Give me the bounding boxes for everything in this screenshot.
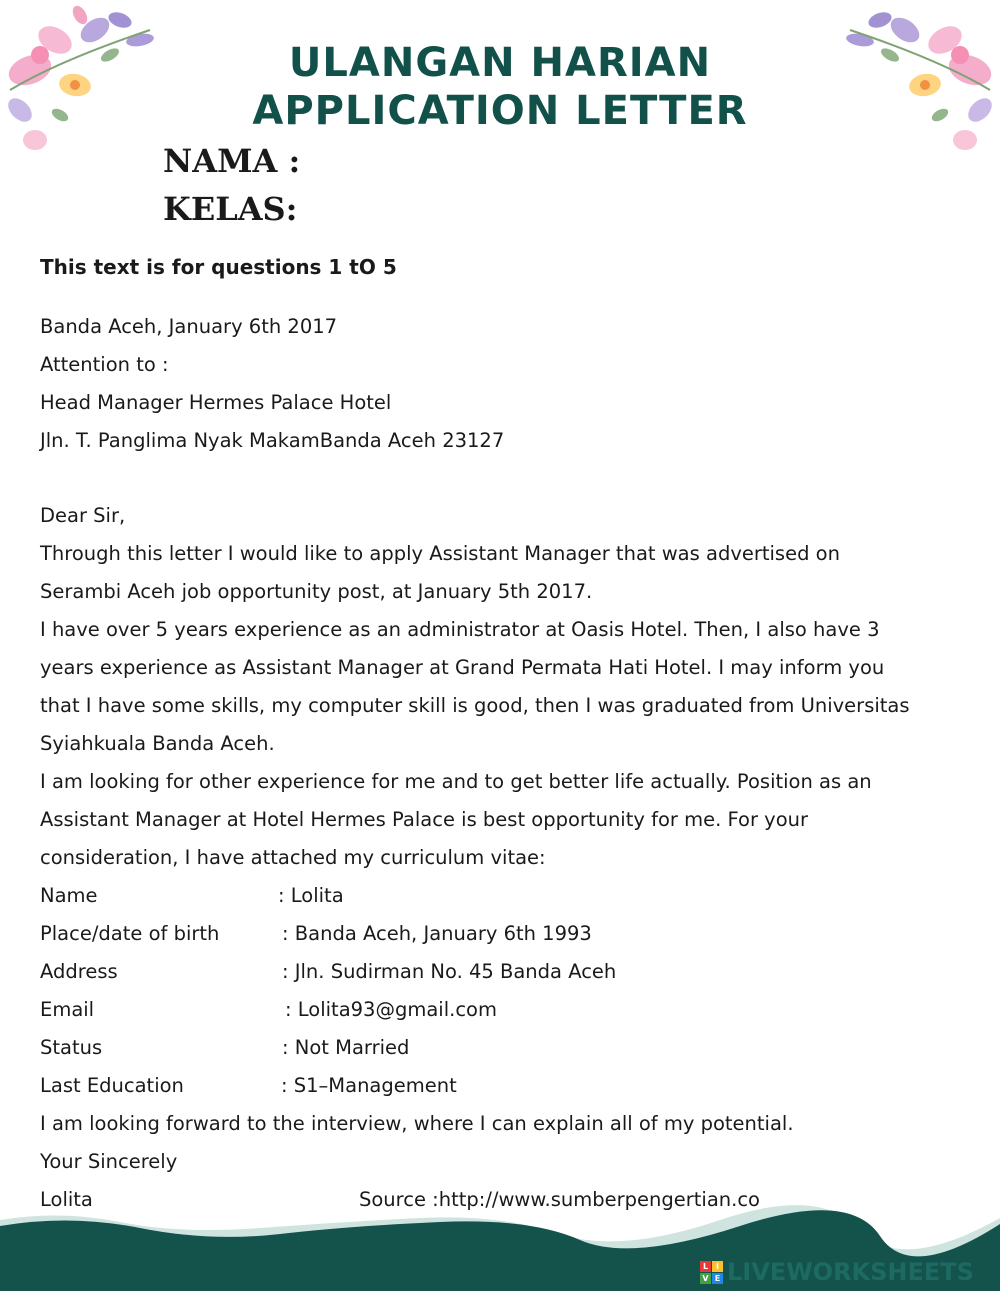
- cv-key: Name: [40, 884, 98, 907]
- cv-value: : Lolita: [278, 884, 344, 907]
- body-line: Serambi Aceh job opportunity post, at January 5th 2017.: [40, 580, 593, 603]
- cv-value: : Not Married: [282, 1036, 410, 1059]
- cv-key: Address: [40, 960, 118, 983]
- logo-letter: I: [712, 1261, 723, 1272]
- cv-key: Last Education: [40, 1074, 184, 1097]
- liveworksheets-logo: [700, 1258, 974, 1286]
- letter-attention: Attention to :: [40, 353, 169, 376]
- letter-greeting: Dear Sir,: [40, 504, 126, 527]
- cv-row: [40, 915, 985, 953]
- class-label: KELAS:: [163, 190, 298, 228]
- cv-row: [40, 1067, 985, 1105]
- cv-row: [40, 953, 985, 991]
- letter-valediction: Your Sincerely: [40, 1150, 178, 1173]
- letter-body: [40, 497, 985, 1219]
- body-line: that I have some skills, my computer skill is good, then I was graduated from Universitas: [40, 694, 910, 717]
- cv-value: : Banda Aceh, January 6th 1993: [282, 922, 592, 945]
- logo-letter: V: [700, 1273, 711, 1284]
- cv-row: [40, 1029, 985, 1067]
- logo-letter: E: [712, 1273, 723, 1284]
- source-citation: Source :http://www.sumberpengertian.co: [359, 1188, 760, 1211]
- cv-value: : Lolita93@gmail.com: [285, 998, 497, 1021]
- cv-key: Place/date of birth: [40, 922, 220, 945]
- body-line: I am looking for other experience for me and to get better life actually. Position as an: [40, 770, 872, 793]
- cv-value: : Jln. Sudirman No. 45 Banda Aceh: [282, 960, 617, 983]
- letter-closing: I am looking forward to the interview, where I can explain all of my potential.: [40, 1112, 794, 1135]
- letter-date: Banda Aceh, January 6th 2017: [40, 315, 338, 338]
- worksheet-subtitle: APPLICATION LETTER: [252, 88, 748, 134]
- body-line: years experience as Assistant Manager at Grand Permata Hati Hotel. I may inform you: [40, 656, 885, 679]
- letter-header: [40, 308, 985, 460]
- cv-value: : S1–Management: [281, 1074, 457, 1097]
- body-line: consideration, I have attached my curriculum vitae:: [40, 846, 546, 869]
- name-label: NAMA :: [163, 142, 301, 180]
- logo-mark: [700, 1261, 723, 1284]
- logo-letter: L: [700, 1261, 711, 1272]
- body-line: Syiahkuala Banda Aceh.: [40, 732, 275, 755]
- letter-recipient: Head Manager Hermes Palace Hotel: [40, 391, 392, 414]
- logo-text: LIVEWORKSHEETS: [727, 1258, 974, 1286]
- letter-address: Jln. T. Panglima Nyak MakamBanda Aceh 23127: [40, 429, 505, 452]
- cv-row: [40, 877, 985, 915]
- body-line: Assistant Manager at Hotel Hermes Palace is best opportunity for me. For your: [40, 808, 809, 831]
- cv-row: [40, 991, 985, 1029]
- worksheet-title: ULANGAN HARIAN: [288, 40, 712, 86]
- question-heading: This text is for questions 1 tO 5: [40, 255, 397, 279]
- cv-key: Status: [40, 1036, 103, 1059]
- letter-signature: Lolita: [40, 1188, 93, 1211]
- cv-key: Email: [40, 998, 95, 1021]
- body-line: Through this letter I would like to apply Assistant Manager that was advertised on: [40, 542, 840, 565]
- body-line: I have over 5 years experience as an administrator at Oasis Hotel. Then, I also have 3: [40, 618, 880, 641]
